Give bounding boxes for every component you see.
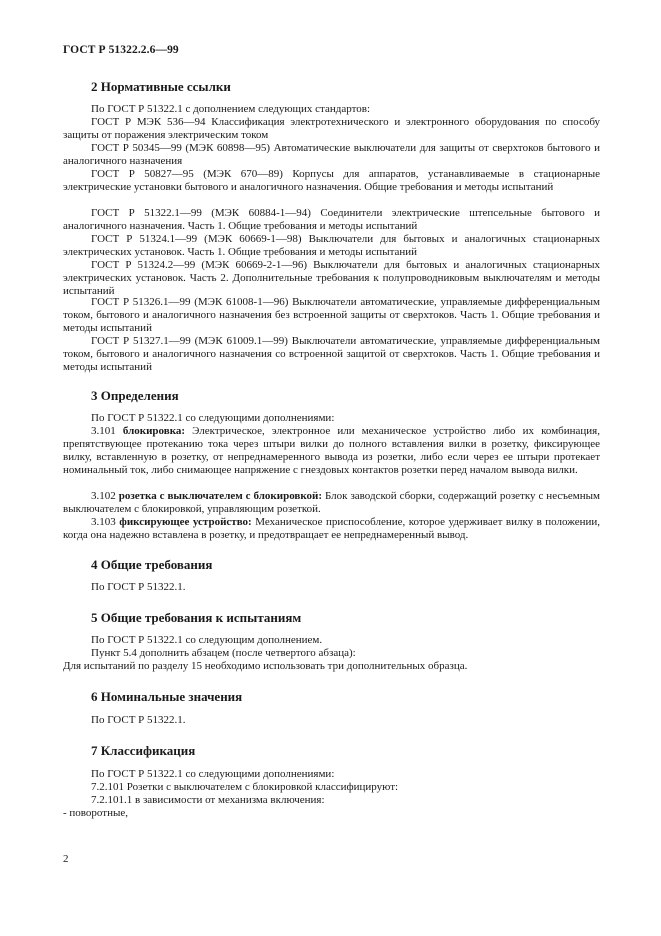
definition-term: блокировка:: [122, 425, 186, 437]
section-3-heading: 3 Определения: [91, 388, 179, 403]
definition-text: Электрическое, электронное или механическое устройство либо их комбинация, препятствующее протеканию тока через штыри вилки до полного вставления вилки в розетку, фиксирующее вилку, вставленную в розетку, от непреднамеренного вывода из розетки, либо если через ее штыри протекает номинальный ток, либо снимающее напряжение с гнездовых контактов розетки перед началом вывода вилки.: [63, 425, 600, 476]
definition-term: розетка с выключателем с блокировкой:: [118, 490, 323, 502]
definition-3-103: [63, 516, 600, 542]
s6-text: По ГОСТ Р 51322.1.: [91, 714, 186, 726]
ref-gost-51324-2: ГОСТ Р 51324.2—99 (МЭК 60669-2-1—96) Выключатели для бытовых и аналогичных стационарных электрических установок. Часть 2. Дополнительные требования к полупроводниковым выключателям и методы испытаний: [63, 259, 600, 297]
s7-text-3: 7.2.101.1 в зависимости от механизма включения:: [91, 794, 325, 806]
s5-text-3: Для испытаний по разделу 15 необходимо использовать три дополнительных образца.: [63, 660, 468, 672]
s7-text-2: 7.2.101 Розетки с выключателем с блокировкой классифицируют:: [91, 781, 399, 793]
s7-text-1: По ГОСТ Р 51322.1 со следующими дополнениями:: [91, 768, 335, 780]
s5-text-2: Пункт 5.4 дополнить абзацем (после четвертого абзаца):: [91, 647, 356, 659]
definition-number: 3.103: [91, 516, 116, 528]
section-4-heading: 4 Общие требования: [91, 557, 213, 572]
ref-gost-mek-536: ГОСТ Р МЭК 536—94 Классификация электротехнического и электронного оборудования по способу защиты от поражения электрическим током: [63, 116, 600, 141]
definition-number: 3.101: [91, 425, 116, 437]
ref-gost-50345: ГОСТ Р 50345—99 (МЭК 60898—95) Автоматические выключатели для защиты от сверхтоков бытового и аналогичного назначения: [63, 142, 600, 167]
section-6-heading: 6 Номинальные значения: [91, 689, 243, 704]
ref-gost-51322-1: ГОСТ Р 51322.1—99 (МЭК 60884-1—94) Соединители электрические штепсельные бытового и аналогичного назначения. Часть 1. Общие требования и методы испытаний: [63, 207, 600, 232]
ref-gost-51327-1: ГОСТ Р 51327.1—99 (МЭК 61009.1—99) Выключатели автоматические, управляемые дифференциальным током, бытового и аналогичного назначения со встроенной защитой от сверхтоков. Часть 1. Общие требования и методы испытаний: [63, 335, 600, 373]
s4-text: По ГОСТ Р 51322.1.: [91, 581, 186, 593]
s2-intro: По ГОСТ Р 51322.1 с дополнением следующих стандартов:: [91, 103, 370, 115]
definition-text: Блок заводской сборки, содержащий розетку с несъемным выключателем с блокировкой, управляющим розеткой.: [63, 490, 601, 515]
section-5-heading: 5 Общие требования к испытаниям: [91, 610, 302, 625]
definition-term: фиксирующее устройство:: [119, 516, 252, 528]
s7-text-4: - поворотные,: [63, 807, 128, 819]
definition-text: Механическое приспособление, которое удерживает вилку в положении, когда она надежно вставлена в розетку, и предотвращает ее непреднамеренный вывод.: [63, 516, 601, 541]
ref-gost-51326-1: ГОСТ Р 51326.1—99 (МЭК 61008-1—96) Выключатели автоматические, управляемые дифференциальным током, бытового и аналогичного назначения без встроенной защиты от сверхтоков. Часть 1. Общие требования и методы испытаний: [63, 296, 600, 334]
page-number: 2: [63, 853, 69, 865]
definition-number: 3.102: [91, 490, 116, 502]
s5-text-1: По ГОСТ Р 51322.1 со следующим дополнением.: [91, 634, 323, 646]
ref-gost-51324-1: ГОСТ Р 51324.1—99 (МЭК 60669-1—98) Выключатели для бытовых и аналогичных стационарных электрических установок. Часть 1. Общие требования и методы испытаний: [63, 233, 600, 258]
s3-intro: По ГОСТ Р 51322.1 со следующими дополнениями:: [91, 412, 335, 424]
definition-3-102: [63, 490, 600, 516]
document-header: ГОСТ Р 51322.2.6—99: [63, 44, 179, 56]
section-2-heading: 2 Нормативные ссылки: [91, 79, 231, 94]
ref-gost-50827: ГОСТ Р 50827—95 (МЭК 670—89) Корпусы для аппаратов, устанавливаемые в стационарные электрические установки бытового и аналогичного назначения. Общие требования и методы испытаний: [63, 168, 600, 193]
definition-3-101: [63, 425, 600, 477]
section-7-heading: 7 Классификация: [91, 743, 196, 758]
